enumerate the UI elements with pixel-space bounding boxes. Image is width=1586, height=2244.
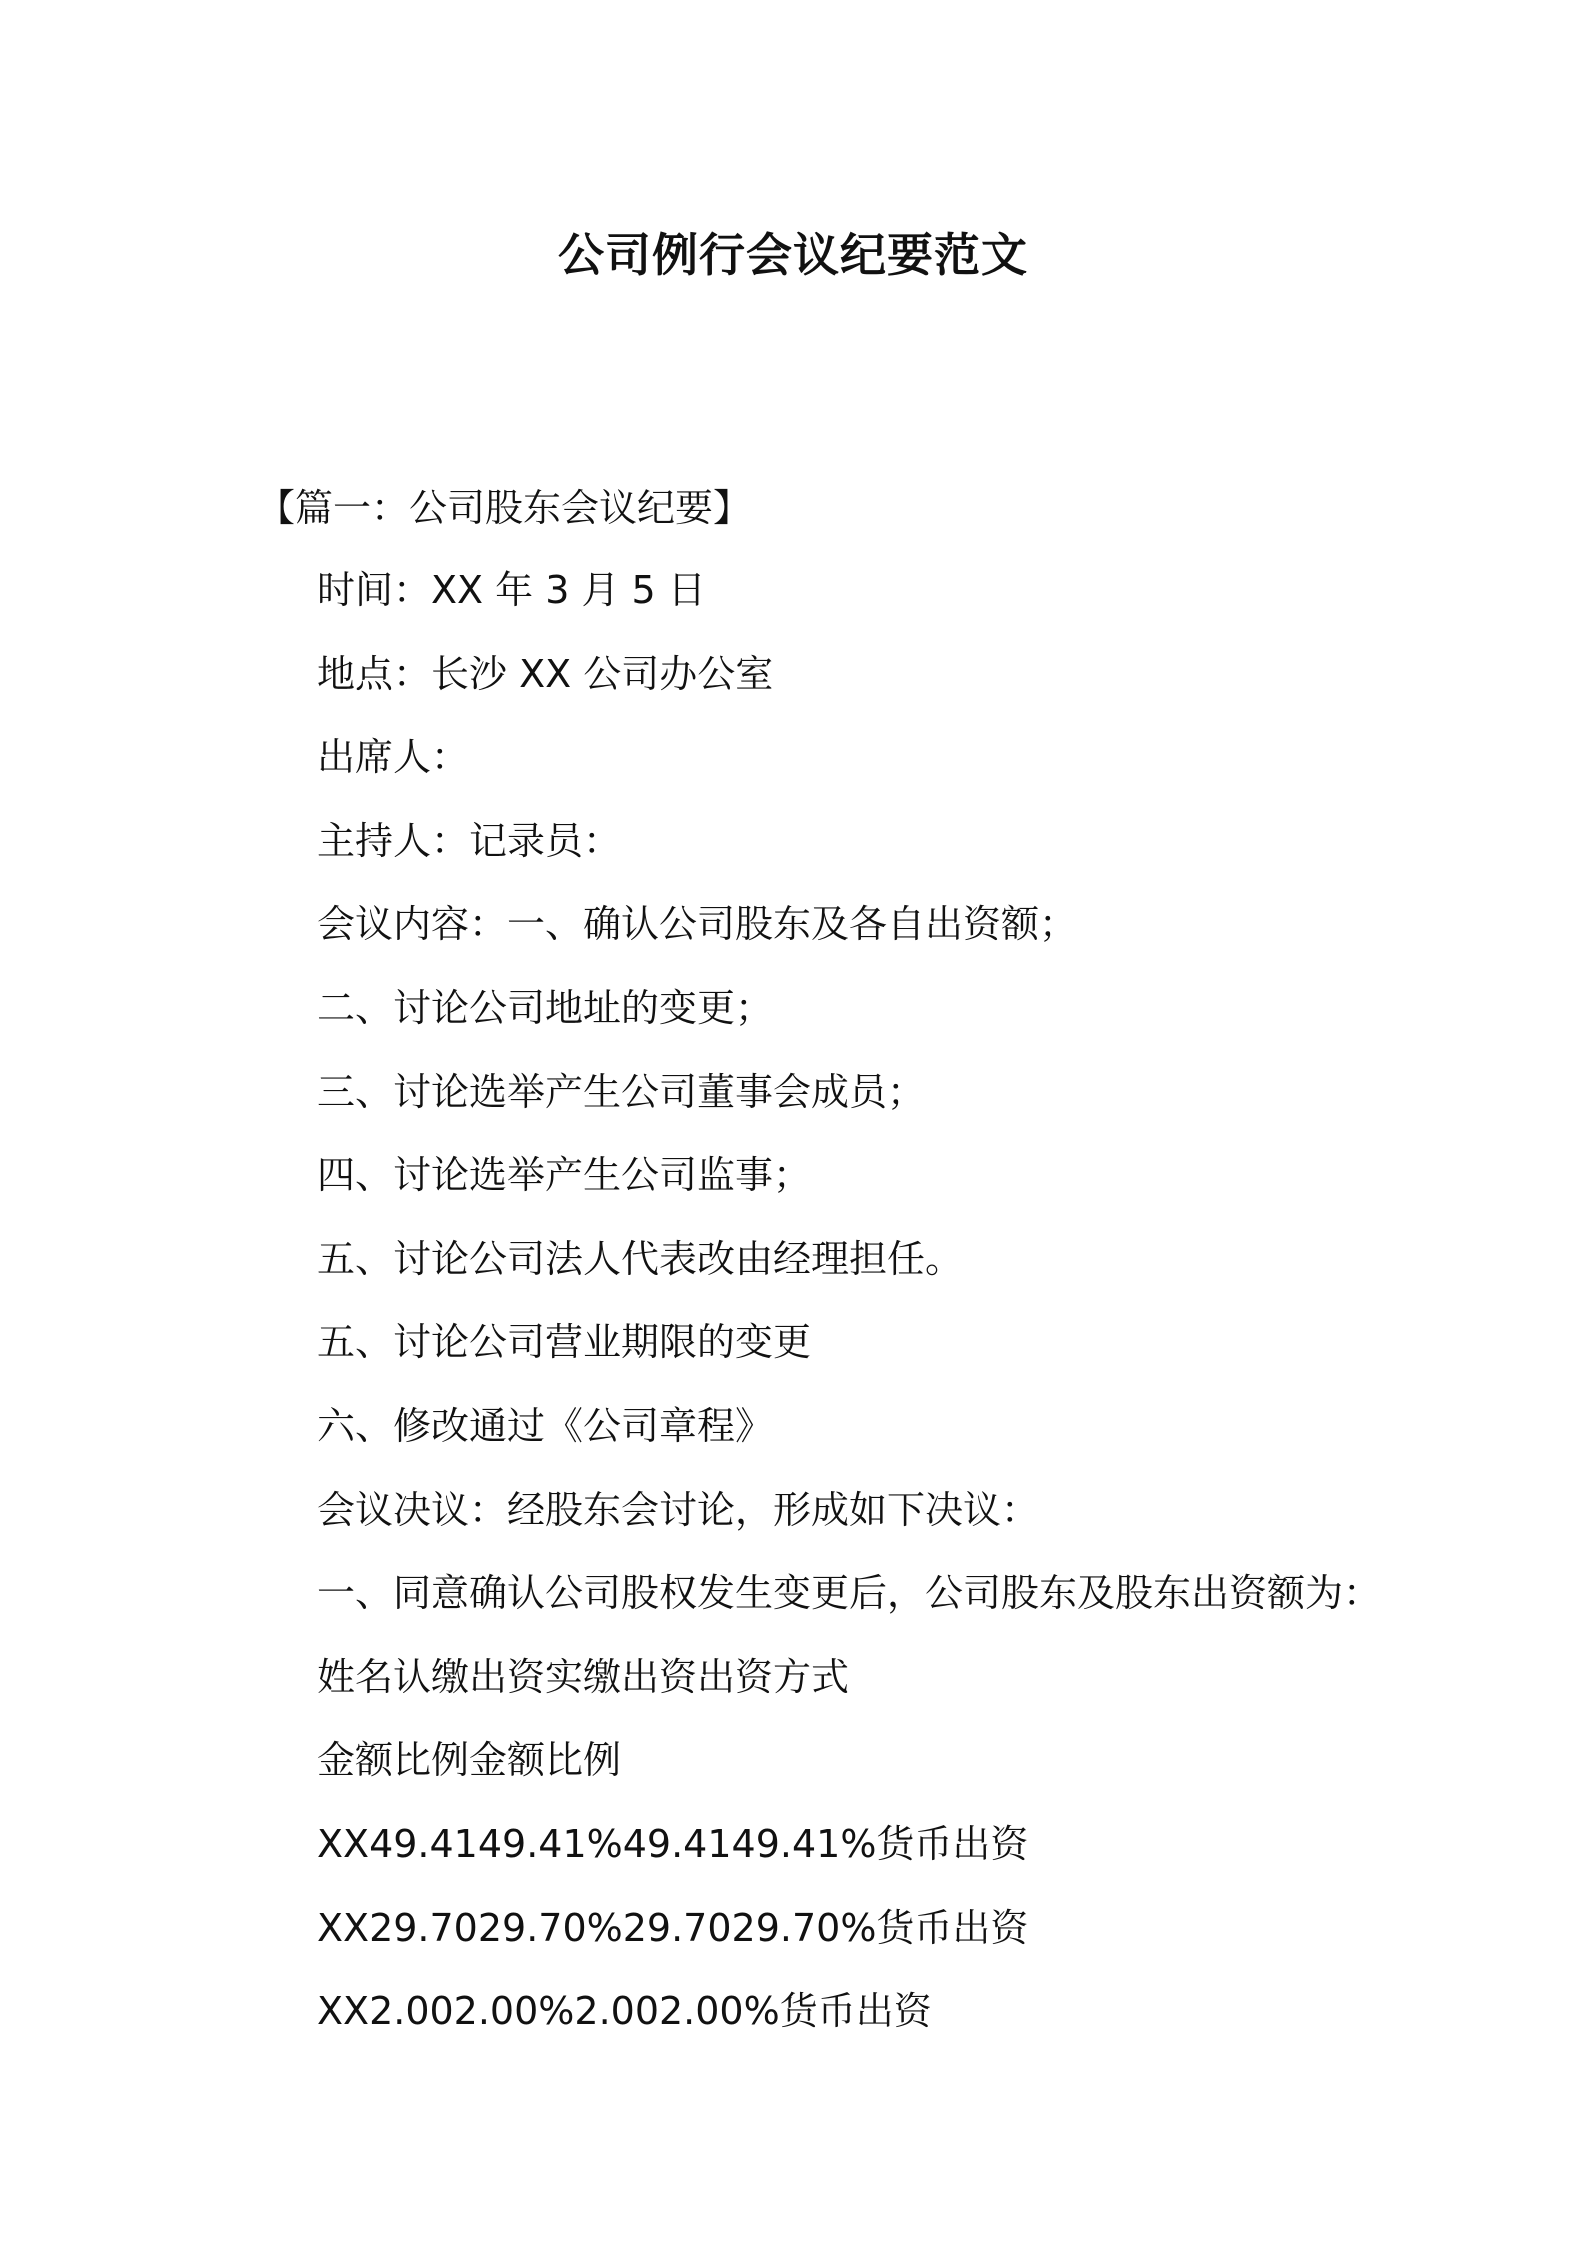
line-attendees: 出席人：: [317, 735, 470, 780]
line-agenda-2: 二、讨论公司地址的变更；: [317, 985, 774, 1030]
line-agenda-1: 会议内容：一、确认公司股东及各自出资额；: [317, 902, 1078, 947]
line-agenda-6: 六、修改通过《公司章程》: [317, 1403, 774, 1448]
line-agenda-5b: 五、讨论公司营业期限的变更: [317, 1320, 812, 1365]
section-heading: 【篇一：公司股东会议纪要】: [257, 486, 752, 530]
line-location: 地点：长沙 XX 公司办公室: [317, 651, 774, 696]
line-table-header-2: 金额比例金额比例: [317, 1738, 622, 1783]
line-agenda-5a: 五、讨论公司法人代表改由经理担任。: [317, 1236, 964, 1281]
line-agenda-3: 三、讨论选举产生公司董事会成员；: [317, 1069, 926, 1114]
line-host-recorder: 主持人：记录员：: [317, 818, 622, 863]
line-table-header-1: 姓名认缴出资实缴出资出资方式: [317, 1654, 850, 1699]
line-agenda-4: 四、讨论选举产生公司监事；: [317, 1153, 812, 1198]
line-resolution-1: 一、同意确认公司股权发生变更后，公司股东及股东出资额为：: [317, 1571, 1382, 1616]
line-resolution-intro: 会议决议：经股东会讨论，形成如下决议：: [317, 1487, 1040, 1532]
line-shareholder-row: XX2.002.00%2.002.00%货币出资: [317, 1989, 932, 2034]
line-shareholder-row: XX49.4149.41%49.4149.41%货币出资: [317, 1821, 1029, 1866]
line-time: 时间：XX 年 3 月 5 日: [317, 568, 706, 612]
document-title: 公司例行会议纪要范文: [558, 228, 1028, 282]
minutes-body: [317, 562, 1557, 2067]
line-shareholder-row: XX29.7029.70%29.7029.70%货币出资: [317, 1905, 1029, 1950]
